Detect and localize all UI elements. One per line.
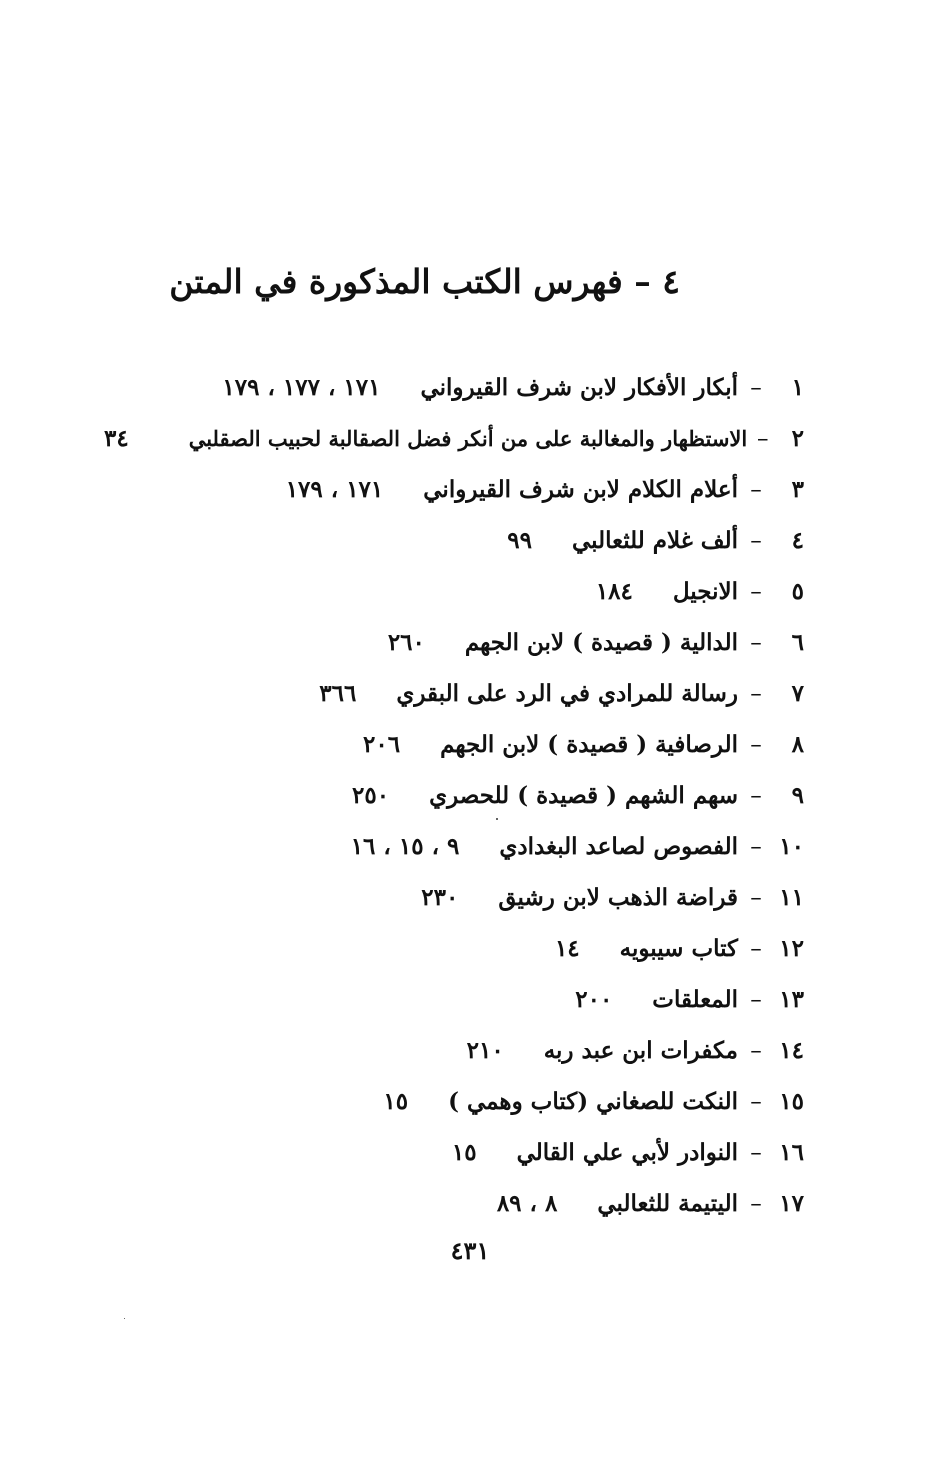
page-references: ٩ ، ١٥ ، ١٦: [350, 833, 460, 860]
book-title: الدالية ( قصيدة ) لابن الجهم: [464, 629, 738, 656]
entry-number: ٨: [791, 731, 804, 758]
list-item: [104, 974, 804, 1025]
entry-dash: –: [750, 1088, 762, 1115]
book-index-list: [104, 362, 804, 1229]
entry-dash: –: [750, 986, 762, 1013]
entry-dash: –: [750, 578, 762, 605]
book-title: المعلقات: [652, 986, 738, 1013]
entry-number: ١٥: [779, 1088, 804, 1115]
page-references: ٢٣٠: [421, 884, 459, 911]
entry-dash: –: [750, 1037, 762, 1064]
entry-dash: –: [750, 1190, 762, 1217]
list-item: [104, 413, 804, 464]
list-item: [104, 923, 804, 974]
page-references: ١٧١ ، ١٧٧ ، ١٧٩: [222, 374, 381, 401]
book-title: الرصافية ( قصيدة ) لابن الجهم: [440, 731, 738, 758]
book-title: النكت للصغاني (كتاب وهمي ): [448, 1088, 738, 1115]
list-item: [104, 872, 804, 923]
entry-dash: –: [756, 425, 769, 452]
entry-number: ١٤: [779, 1037, 804, 1064]
scan-speck: [124, 1318, 125, 1319]
entry-dash: –: [750, 884, 762, 911]
index-title: ٤ – فهرس الكتب المذكورة في المتن: [169, 262, 680, 301]
entry-dash: –: [750, 374, 762, 401]
page-references: ١٥: [451, 1139, 477, 1166]
scan-speck: [496, 818, 498, 820]
entry-number: ١٢: [779, 935, 804, 962]
book-title: الفصوص لصاعد البغدادي: [499, 833, 738, 860]
entry-number: ٤: [791, 527, 804, 554]
page-references: ٢١٠: [466, 1037, 504, 1064]
page-references: ١٨٤: [595, 578, 633, 605]
page-references: ٣٤: [104, 425, 129, 452]
book-title: اليتيمة للثعالبي: [597, 1190, 738, 1217]
list-item: [104, 821, 804, 872]
list-item: [104, 668, 804, 719]
entry-number: ١٦: [779, 1139, 804, 1166]
entry-number: ٣: [791, 476, 804, 503]
list-item: [104, 1178, 804, 1229]
entry-number: ٥: [791, 578, 804, 605]
entry-number: ٩: [791, 782, 804, 809]
entry-dash: –: [750, 629, 762, 656]
list-item: [104, 566, 804, 617]
list-item: [104, 770, 804, 821]
book-title: كتاب سيبويه: [619, 935, 738, 962]
entry-number: ١: [791, 374, 804, 401]
book-title: رسالة للمرادي في الرد على البقري: [396, 680, 738, 707]
page-references: ٢٠٠: [575, 986, 613, 1013]
list-item: [104, 617, 804, 668]
page-references: ٣٦٦: [319, 680, 357, 707]
page-references: ٢٠٦: [363, 731, 401, 758]
entry-dash: –: [750, 527, 762, 554]
book-title: أعلام الكلام لابن شرف القيرواني: [423, 476, 738, 503]
list-item: [104, 464, 804, 515]
entry-number: ٦: [791, 629, 804, 656]
entry-dash: –: [750, 1139, 762, 1166]
book-title: سهم الشهم ( قصيدة ) للحصري: [429, 782, 738, 809]
page-references: ٩٩: [507, 527, 532, 554]
list-item: [104, 362, 804, 413]
entry-dash: –: [750, 680, 762, 707]
page-references: ١٤: [554, 935, 580, 962]
entry-dash: –: [750, 935, 762, 962]
entry-number: ١٧: [779, 1190, 804, 1217]
page-references: ٢٦٠: [387, 629, 425, 656]
book-title: الانجيل: [672, 578, 738, 605]
book-title: النوادر لأبي علي القالي: [516, 1139, 738, 1166]
book-title: الاستظهار والمغالبة على من أنكر فضل الصقالبة لحبيب الصقلبي: [188, 426, 748, 451]
book-title: مكفرات ابن عبد ربه: [543, 1037, 738, 1064]
page-references: ٢٥٠: [352, 782, 390, 809]
entry-number: ٧: [791, 680, 804, 707]
list-item: [104, 719, 804, 770]
list-item: [104, 1127, 804, 1178]
entry-dash: –: [750, 731, 762, 758]
page-number: ٤٣١: [450, 1236, 490, 1265]
page-references: ٨ ، ٨٩: [496, 1190, 558, 1217]
entry-number: ١١: [779, 884, 804, 911]
entry-dash: –: [750, 833, 762, 860]
list-item: [104, 1025, 804, 1076]
page-references: ١٥: [383, 1088, 409, 1115]
entry-dash: –: [750, 476, 762, 503]
entry-number: ١٣: [779, 986, 804, 1013]
book-title: ألف غلام للثعالبي: [572, 527, 738, 554]
book-title: قراضة الذهب لابن رشيق: [498, 884, 738, 911]
page-references: ١٧١ ، ١٧٩: [285, 476, 384, 503]
entry-dash: –: [750, 782, 762, 809]
list-item: [104, 1076, 804, 1127]
entry-number: ٢: [791, 425, 804, 452]
entry-number: ١٠: [779, 833, 804, 860]
list-item: [104, 515, 804, 566]
book-title: أبكار الأفكار لابن شرف القيرواني: [420, 374, 738, 401]
